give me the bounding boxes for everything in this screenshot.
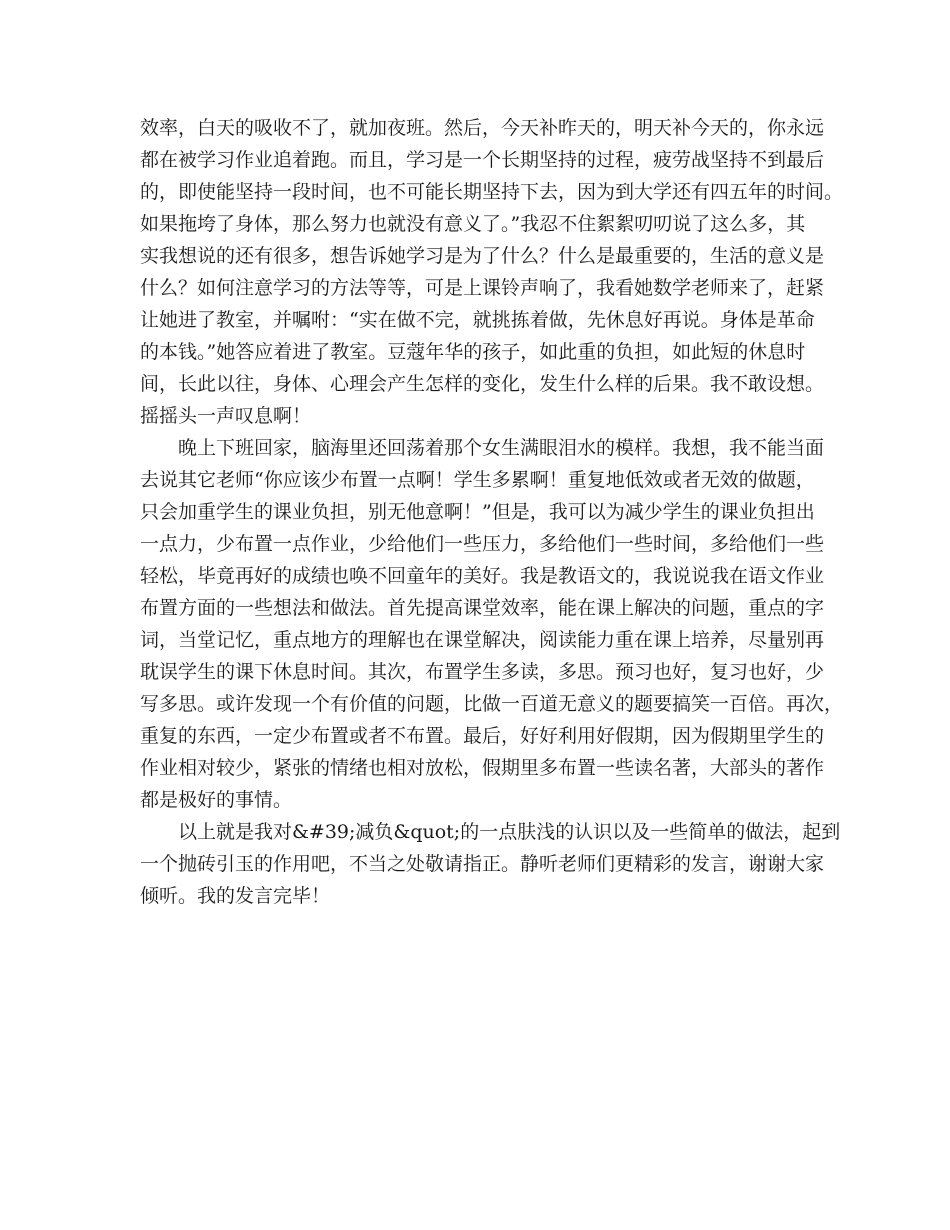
text-line: 重复的东西，一定少布置或者不布置。最后，好好利用好假期，因为假期里学生的	[140, 725, 825, 747]
text-line: 词，当堂记忆，重点地方的理解也在课堂解决，阅读能力重在课上培养，尽量别再	[140, 629, 825, 651]
text-line: 一个抛砖引玉的作用吧，不当之处敬请指正。静听老师们更精彩的发言，谢谢大家	[140, 853, 825, 875]
text-line: 什么？如何注意学习的方法等等，可是上课铃声响了，我看她数学老师来了，赶紧	[140, 277, 825, 299]
text-line: 去说其它老师“你应该少布置一点啊！学生多累啊！重复地低效或者无效的做题，	[140, 469, 815, 491]
text-line: 布置方面的一些想法和做法。首先提高课堂效率，能在课上解决的问题，重点的字	[140, 597, 825, 619]
paragraph-2	[140, 432, 844, 816]
text-line: 一点力，少布置一点作业，少给他们一些压力，多给他们一些时间，多给他们一些	[140, 533, 825, 555]
text-line: 效率，白天的吸收不了，就加夜班。然后，今天补昨天的，明天补今天的，你永远	[140, 117, 825, 139]
paragraph-3	[140, 816, 841, 912]
text-line: 耽误学生的课下休息时间。其次，布置学生多读，多思。预习也好，复习也好，少	[140, 661, 825, 683]
text-line: 都在被学习作业追着跑。而且，学习是一个长期坚持的过程，疲劳战坚持不到最后	[140, 149, 825, 171]
text-line: 间，长此以往，身体、心理会产生怎样的变化，发生什么样的后果。我不敢设想。	[140, 373, 825, 395]
text-line: 作业相对较少，紧张的情绪也相对放松，假期里多布置一些读名著，大部头的著作	[140, 757, 825, 779]
paragraph-1	[140, 112, 844, 432]
text-line: 倾听。我的发言完毕！	[140, 885, 331, 907]
text-line: 实我想说的还有很多，想告诉她学习是为了什么？什么是最重要的，生活的意义是	[140, 245, 825, 267]
text-line: 都是极好的事情。	[140, 789, 293, 811]
text-line: 摇摇头一声叹息啊！	[140, 405, 312, 427]
text-line: 的，即使能坚持一段时间，也不可能长期坚持下去，因为到大学还有四五年的时间。	[140, 181, 844, 203]
text-line: 的本钱。”她答应着进了教室。豆蔻年华的孩子，如此重的负担，如此短的休息时	[140, 341, 806, 363]
text-line: 轻松，毕竟再好的成绩也唤不回童年的美好。我是教语文的，我说说我在语文作业	[140, 565, 825, 587]
text-line: 让她进了教室，并嘱咐：“实在做不完，就挑拣着做，先休息好再说。身体是革命	[140, 309, 815, 331]
text-line: 晚上下班回家，脑海里还回荡着那个女生满眼泪水的模样。我想，我不能当面	[178, 437, 825, 459]
text-line: 以上就是我对&#39;减负&quot;的一点肤浅的认识以及一些简单的做法，起到	[178, 821, 841, 843]
text-line: 如果拖垮了身体，那么努力也就没有意义了。”我忍不住絮絮叨叨说了这么多，其	[140, 213, 806, 235]
text-line: 只会加重学生的课业负担，别无他意啊！”但是，我可以为减少学生的课业负担出	[140, 501, 815, 523]
document-body	[140, 112, 844, 912]
text-line: 写多思。或许发现一个有价值的问题，比做一百道无意义的题要搞笑一百倍。再次，	[140, 693, 844, 715]
